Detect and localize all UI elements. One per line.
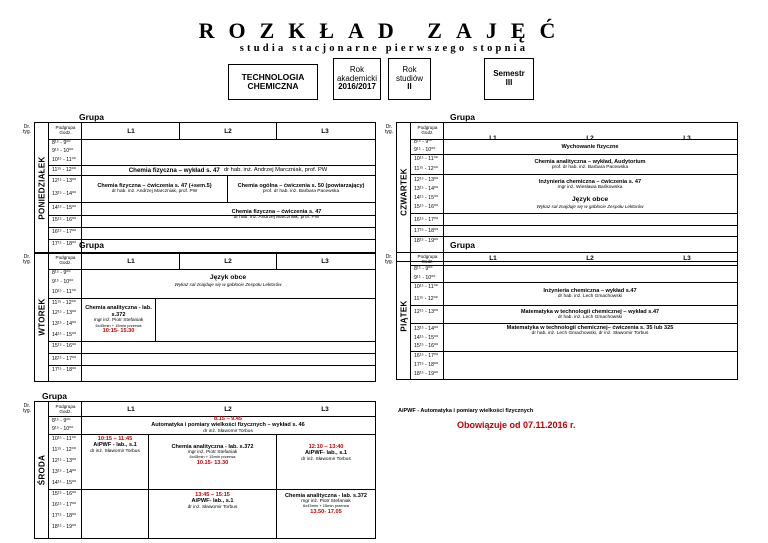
semester-cell: [484, 58, 534, 100]
time-slot: 12¹⁵ - 13⁰⁰: [52, 178, 77, 184]
time-slot: 10¹⁵ - 11⁰⁰: [52, 289, 76, 295]
time-slot: 14¹⁵ - 15⁰⁰: [52, 332, 77, 338]
wed-lab-c: [278, 442, 374, 464]
time-slot: 13¹⁵ - 14⁰⁰: [52, 191, 77, 197]
time-slot: 17¹⁵ - 18⁰⁰: [414, 362, 439, 368]
time-slot: 14¹⁵ - 15⁰⁰: [52, 480, 77, 486]
wed-b-name: Chemia analityczna - lab. s.372: [171, 443, 254, 450]
wed-e-note: 6x45min + 15min przerwa: [303, 503, 349, 509]
semester-label: Semestr: [493, 69, 525, 79]
tuesday-panel: [22, 252, 376, 382]
col-l1: L1: [489, 135, 497, 142]
time-slot: 11¹⁵ - 12⁰⁰: [52, 447, 76, 453]
time-slot: 9¹⁵ - 10⁰⁰: [414, 147, 436, 153]
col-l1: L1: [127, 128, 135, 135]
col-l3: L3: [683, 135, 691, 142]
dr-tyg: Dr. tyg.: [22, 254, 32, 266]
time-slot: 12¹⁵ - 13⁰⁰: [414, 309, 439, 315]
mon-ex1: [83, 177, 226, 201]
wed-d-name: AiPWF- lab., s.1: [191, 498, 234, 505]
tue-lab-time: 10:15- 15.30: [102, 328, 135, 335]
col-l3: L3: [321, 258, 329, 265]
day-label-wednesday: ŚRODA: [35, 402, 49, 538]
time-slot: 9¹⁵ - 10⁰⁰: [52, 426, 74, 432]
wed-e-name: Chemia analityczna - lab. s.372: [284, 492, 368, 499]
semester-value: III: [505, 78, 513, 87]
time-slot: 18¹⁵ - 19⁰⁰: [52, 524, 77, 530]
time-slot: 10¹⁵ - 11⁰⁰: [414, 156, 438, 162]
wed-b-note: 6x45min + 15min przerwa: [189, 454, 236, 460]
thu-lecture-teacher: prof. dr hab. inż. Barbara Pacewska: [551, 164, 629, 170]
time-slot: 17¹⁵ - 18⁰⁰: [414, 228, 439, 234]
time-slot: 11¹⁵ - 12⁰⁰: [52, 300, 76, 306]
time-slot: 16¹⁵ - 17⁰⁰: [52, 229, 77, 235]
time-slot: 8¹⁵ - 9⁰⁰: [414, 139, 433, 145]
mon-lecture: [83, 166, 373, 175]
thu-exercise: [445, 176, 735, 193]
fri-lecture-teacher: dr hab. inż. Lech Gmachowski: [557, 294, 623, 300]
time-slot: 14¹⁵ - 15⁰⁰: [414, 335, 439, 341]
academic-year-label: Rok akademicki: [336, 64, 377, 83]
field-label: TECHNOLOGIA CHEMICZNA: [241, 71, 305, 91]
grupa-label-fri: Grupa: [450, 240, 476, 250]
col-l1: L1: [127, 258, 135, 265]
tue-lab-title: Chemia analityczna - lab. s.372: [85, 305, 152, 318]
col-l2: L2: [224, 258, 232, 265]
wed-a-time: 10:15 – 11:45: [97, 435, 133, 442]
valid-from: Obowiązuje od 07.11.2016 r.: [457, 420, 576, 430]
fri-math-lecture: [445, 306, 735, 323]
time-slot: 13¹⁵ - 14⁰⁰: [414, 326, 439, 332]
tue-lab-teacher: mgr inż. Piotr Stefaniak: [93, 318, 144, 324]
thu-lang-title: Język obce: [571, 196, 609, 204]
wednesday-panel: [22, 401, 376, 539]
col-l2: L2: [586, 135, 594, 142]
time-slot: 15¹⁵ - 16⁰⁰: [414, 204, 439, 210]
wed-b-teacher: mgr inż. Piotr Stefaniak: [187, 449, 238, 455]
time-slot: 14¹⁵ - 15⁰⁰: [414, 195, 439, 201]
wed-d-time: 13:45 – 15:15: [195, 491, 230, 498]
time-slot: 17¹⁵ - 18⁰⁰: [52, 513, 77, 519]
time-slot: 15¹⁵ - 16⁰⁰: [52, 491, 77, 497]
day-label-tuesday: WTOREK: [35, 253, 49, 381]
day-label-thursday: CZWARTEK: [397, 123, 411, 261]
mon-lecture-title: Chemia fizyczna – wykład s. 47: [128, 166, 220, 174]
fri-l2-title: Matematyka w technologii chemicznej – wykład s.47: [520, 308, 660, 315]
thu-lecture-title: Chemia analityczna – wykład, Audytorium: [534, 158, 646, 165]
wed-c-name: AiPWF- lab., s.1: [305, 450, 347, 457]
time-slot: 17¹⁵ - 18⁰⁰: [52, 241, 77, 247]
mon-ex1-title: Chemia fizyczna – ćwiczenia s. 47 (+sem.5): [97, 183, 212, 190]
time-slot: 16¹⁵ - 17⁰⁰: [52, 356, 77, 362]
mon-lecture-teacher: dr hab. inż. Andrzej Marczniak, prof. PW: [223, 167, 328, 174]
podgrupa-label: Podgrupa Godz.: [417, 254, 438, 265]
dr-tyg: Dr. tyg.: [384, 254, 394, 266]
study-year-cell: [388, 58, 431, 100]
fri-l3-teacher: dr hab. inż. Lech Gmachowski, dr inż. Sławomir Torbus: [531, 331, 649, 337]
tue-lang-note: Wykaz sal znajduje się w gablocie Zespołu Lektorów: [174, 282, 282, 288]
col-l1: L1: [127, 406, 135, 413]
tue-lang-title: Język obce: [209, 274, 247, 282]
study-year-label: Rok studiów: [395, 64, 424, 83]
academic-year-value: 2016/2017: [338, 82, 376, 92]
thu-language: [445, 194, 735, 212]
time-slot: 8¹⁵ - 9⁰⁰: [414, 266, 433, 272]
time-slot: 15¹⁵ - 16⁰⁰: [414, 343, 439, 349]
thu-pe: [445, 140, 735, 154]
fri-l3-title: Matematyka w technologii chemicznej– ćwiczenia s. 35 lub 325: [506, 325, 674, 332]
time-slot: 11¹⁵ - 12⁰⁰: [52, 167, 76, 173]
field-of-study: [228, 64, 318, 100]
thu-pe-title: Wychowanie fizyczne: [561, 143, 619, 150]
study-year-value: II: [407, 82, 412, 92]
wed-e-time: 13.50- 17.05: [310, 509, 342, 516]
time-slot: 12¹⁵ - 13⁰⁰: [52, 458, 77, 464]
time-slot: 15¹⁵ - 16⁰⁰: [52, 343, 77, 349]
wed-lab-b: [150, 440, 275, 470]
wed-d-teacher: dr inż. Sławomir Torbus: [187, 504, 238, 510]
time-slot: 8¹⁵ - 9⁰⁰: [52, 418, 71, 424]
tue-language: [83, 270, 373, 292]
wed-lab-d: [150, 490, 275, 512]
wed-lecture-teacher: dr inż. Sławomir Torbus: [203, 428, 253, 434]
time-slot: 9¹⁵ - 10⁰⁰: [52, 279, 74, 285]
wed-c-teacher: dr inż. Sławomir Torbus: [301, 456, 351, 462]
podgrupa-label: Podgrupa Godz.: [417, 125, 438, 136]
mon-ex2: [229, 177, 373, 201]
time-slot: 11¹⁵ - 12⁰⁰: [414, 296, 438, 302]
time-slot: 9¹⁵ - 10⁰⁰: [414, 275, 436, 281]
time-slot: 16¹⁵ - 17⁰⁰: [52, 502, 77, 508]
time-slot: 10¹⁵ - 11⁰⁰: [52, 436, 76, 442]
fri-l2-teacher: dr hab. inż. Lech Gmachowski: [557, 314, 623, 320]
thu-ex-teacher: mgr inż. Wiesława Bańkowska: [557, 184, 623, 190]
page-title: ROZKŁAD ZAJĘĆ: [198, 18, 570, 43]
academic-year-cell: [333, 58, 381, 100]
col-l3: L3: [321, 128, 329, 135]
monday-panel: [22, 122, 376, 254]
thu-ex-title: Inżynieria chemiczna – ćwiczenia s. 47: [538, 178, 642, 185]
fri-lecture-title: Inżynieria chemiczna – wykład s.47: [543, 288, 637, 295]
wed-lecture: [83, 416, 373, 434]
podgrupa-label: Podgrupa Godz.: [55, 255, 76, 266]
dr-tyg: Dr. tyg.: [22, 403, 32, 415]
grupa-label-mon: Grupa: [79, 112, 105, 122]
thu-lang-note: Wykaz sal znajduje się w gablocie Zespołu Lektorów: [536, 204, 644, 210]
col-l3: L3: [321, 406, 329, 413]
time-slot: 11¹⁵ - 12⁰⁰: [414, 166, 438, 172]
thursday-panel: [384, 122, 738, 265]
wed-a-name: AiPWF - lab., s.1: [93, 442, 137, 449]
fri-lecture: [445, 283, 735, 305]
dr-tyg: Dr. tyg.: [22, 124, 32, 136]
day-label-monday: PONIEDZIAŁEK: [35, 123, 49, 253]
grupa-label-wed: Grupa: [42, 391, 68, 401]
time-slot: 8¹⁵ - 9⁰⁰: [52, 270, 71, 276]
time-slot: 18¹⁵ - 19⁰⁰: [414, 371, 439, 377]
page-subtitle: studia stacjonarne pierwszego stopnia: [239, 43, 529, 54]
time-slot: 13¹⁵ - 14⁰⁰: [414, 186, 439, 192]
time-slot: 12¹⁵ - 13⁰⁰: [52, 310, 77, 316]
col-l2: L2: [586, 255, 594, 262]
time-slot: 10¹⁵ - 11⁰⁰: [414, 284, 438, 290]
fri-math-exercise: [445, 324, 735, 338]
grupa-label-tue: Grupa: [79, 240, 105, 250]
wed-lab-e: [278, 490, 374, 518]
wed-b-time: 10.15- 13.30: [196, 460, 229, 467]
time-slot: 9¹⁵ - 10⁰⁰: [52, 148, 74, 154]
tue-lab-note: 6x45min + 15min przerwa: [95, 322, 142, 328]
mon-ex2-teacher: prof. dr hab. inż. Barbara Pacewska: [262, 189, 340, 195]
col-l2: L2: [224, 128, 232, 135]
tue-lab: [83, 302, 154, 338]
dr-tyg: Dr. tyg.: [384, 124, 394, 136]
mon-ex3: [180, 203, 373, 227]
day-label-friday: PIĄTEK: [397, 253, 411, 379]
grupa-label-thu: Grupa: [450, 112, 476, 122]
time-slot: 16¹⁵ - 17⁰⁰: [414, 217, 439, 223]
friday-panel: [384, 252, 738, 380]
thu-lecture: [445, 155, 735, 174]
time-slot: 16¹⁵ - 17⁰⁰: [414, 353, 439, 359]
time-slot: 15¹⁵ - 16⁰⁰: [52, 217, 77, 223]
time-slot: 13¹⁵ - 14⁰⁰: [52, 469, 77, 475]
wed-e-teacher: mgr inż. Piotr Stefaniak: [301, 498, 351, 504]
mon-ex3-teacher: dr hab. inż. Andrzej Marczniak, prof. PW: [233, 215, 320, 221]
wed-lecture-time: 8.15 – 9.45: [214, 415, 242, 422]
time-slot: 12¹⁵ - 13⁰⁰: [414, 177, 439, 183]
mon-ex1-teacher: dr hab. inż. Andrzej Marczniak, prof. PW: [111, 189, 198, 195]
wed-a-teacher: dr inż. Sławomir Torbus: [90, 448, 140, 454]
col-l2: L2: [224, 406, 232, 413]
time-slot: 10¹⁵ - 11⁰⁰: [52, 157, 76, 163]
col-l3: L3: [683, 255, 691, 262]
time-slot: 13¹⁵ - 14⁰⁰: [52, 321, 77, 327]
mon-ex3-title: Chemia fizyczna – ćwiczenia s. 47: [231, 209, 322, 216]
time-slot: 18¹⁵ - 19⁰⁰: [414, 238, 439, 244]
time-slot: 17¹⁵ - 18⁰⁰: [52, 367, 77, 373]
col-l1: L1: [489, 255, 497, 262]
wed-lecture-title: Automatyka i pomiary wielkości fizycznych – wykład s. 46: [151, 422, 305, 429]
time-slot: 14¹⁵ - 15⁰⁰: [52, 205, 77, 211]
wed-lab-a: [83, 435, 147, 455]
podgrupa-label: Podgrupa Godz.: [55, 404, 76, 415]
footnote: AiPWF - Automatyka i pomiary wielkości fizycznych: [398, 408, 534, 414]
wed-c-time: 12:10 – 13:40: [308, 443, 344, 450]
time-slot: 8¹⁵ - 9⁰⁰: [52, 140, 71, 146]
mon-ex2-title: Chemia ogólna – ćwiczenia s. 50 (powtarzający): [237, 183, 365, 190]
podgrupa-label: Podgrupa Godz.: [55, 125, 76, 136]
